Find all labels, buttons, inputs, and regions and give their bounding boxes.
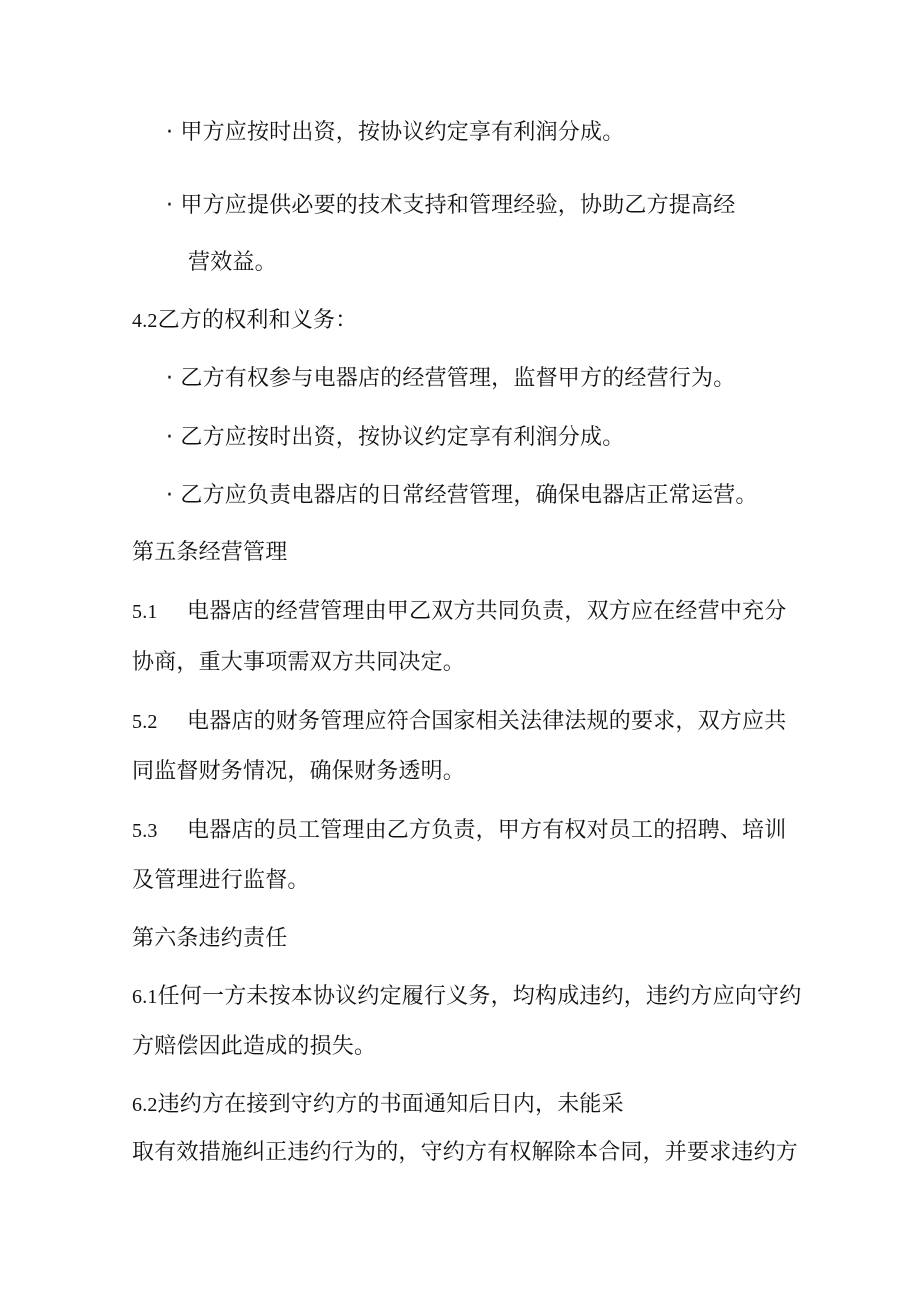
clause-5-3-number: 5.3 bbox=[132, 820, 158, 842]
clause-5-1-line2: 协商，重大事项需双方共同决定。 bbox=[132, 650, 466, 675]
clause-5-1-number: 5.1 bbox=[132, 601, 158, 623]
clause-6-1-line2: 方赔偿因此造成的损失。 bbox=[132, 1034, 377, 1059]
clause-6-1-text: 任何一方未按本协议约定履行义务，均构成违约，违约方应向守约 bbox=[157, 984, 802, 1009]
clause-6-1-line1 bbox=[132, 982, 801, 1012]
clause-6-1-number: 6.1 bbox=[132, 986, 158, 1008]
bullet-party-b-contribution: · 乙方应按时出资，按协议约定享有利润分成。 bbox=[166, 425, 625, 450]
section-title: 乙方的权利和义务： bbox=[157, 308, 358, 333]
clause-5-3-line1: 电器店的员工管理由乙方负责，甲方有权对员工的招聘、培训 bbox=[187, 818, 787, 843]
bullet-party-b-participation: · 乙方有权参与电器店的经营管理，监督甲方的经营行为。 bbox=[166, 366, 736, 391]
clause-5-3-line2: 及管理进行监督。 bbox=[132, 868, 310, 893]
section-number: 4.2 bbox=[132, 310, 158, 332]
bullet-party-a-support-line1: · 甲方应提供必要的技术支持和管理经验，协助乙方提高经 bbox=[166, 193, 736, 218]
article-6-heading: 第六条违约责任 bbox=[132, 926, 288, 951]
clause-6-2-number: 6.2 bbox=[132, 1094, 158, 1116]
clause-5-1-line1: 电器店的经营管理由甲乙双方共同负责，双方应在经营中充分 bbox=[187, 599, 787, 624]
clause-6-2-text: 违约方在接到守约方的书面通知后日内，未能采 bbox=[157, 1092, 624, 1117]
clause-5-2-number: 5.2 bbox=[132, 711, 158, 733]
clause-6-2-line2: 取有效措施纠正违约行为的，守约方有权解除本合同，并要求违约方 bbox=[132, 1140, 799, 1165]
bullet-party-a-contribution: · 甲方应按时出资，按协议约定享有利润分成。 bbox=[166, 120, 625, 145]
bullet-party-b-daily-management: · 乙方应负责电器店的日常经营管理，确保电器店正常运营。 bbox=[166, 483, 758, 508]
article-5-heading: 第五条经营管理 bbox=[132, 540, 288, 565]
clause-6-2-line1 bbox=[132, 1090, 624, 1120]
bullet-party-a-support-line2: 营效益。 bbox=[188, 250, 277, 275]
clause-5-2-line2: 同监督财务情况，确保财务透明。 bbox=[132, 759, 466, 784]
clause-5-2-line1: 电器店的财务管理应符合国家相关法律法规的要求，双方应共 bbox=[187, 709, 787, 734]
section-4-2 bbox=[132, 306, 357, 336]
